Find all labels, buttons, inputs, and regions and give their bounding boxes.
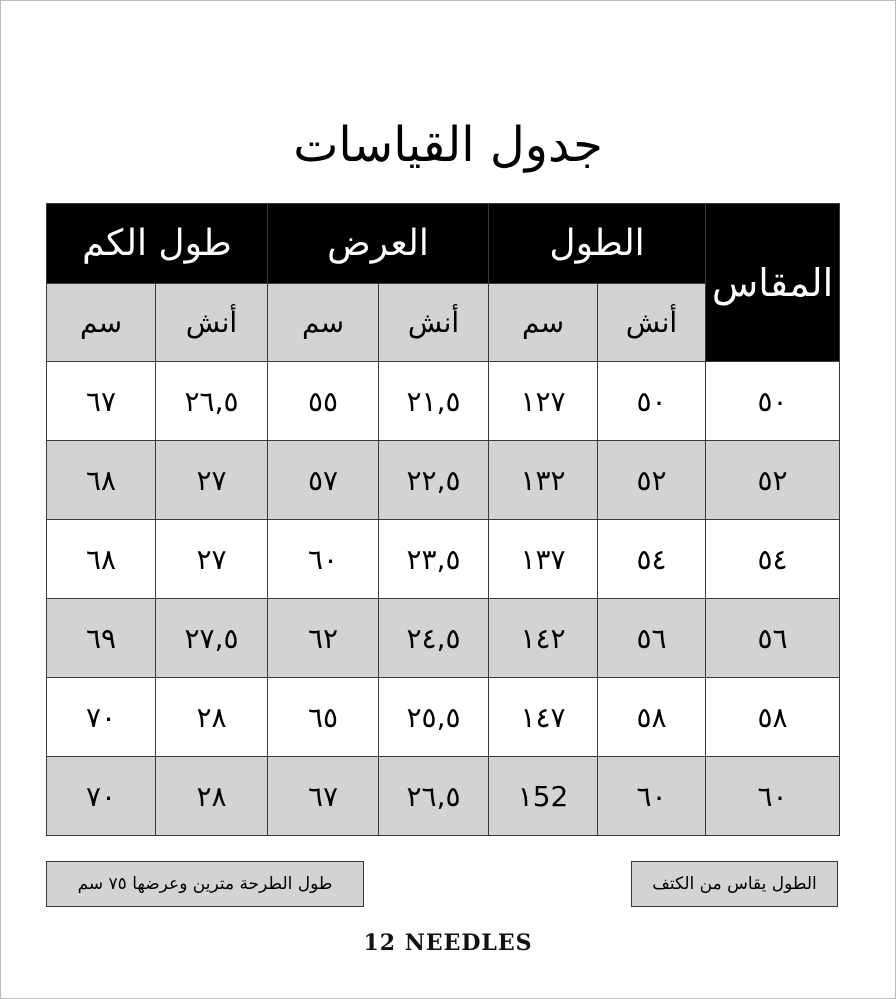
sleeve-cm-cell: ٧٠ [47, 757, 156, 836]
length-cm-cell: ١٣٧ [489, 520, 598, 599]
size-cell: ٦٠ [706, 757, 840, 836]
width-inch-cell: ٢٢,٥ [379, 441, 489, 520]
width-cm-cell: ٦٧ [268, 757, 379, 836]
size-chart-table [46, 203, 840, 836]
sleeve-inch-cell: ٢٧ [156, 520, 268, 599]
width-cm-header: سم [268, 284, 379, 362]
sleeve-length-group-header: طول الكم [47, 204, 268, 284]
length-cm-cell: ١٤٢ [489, 599, 598, 678]
length-cm-cell: ١52 [489, 757, 598, 836]
length-cm-cell: ١٣٢ [489, 441, 598, 520]
sleeve-cm-header: سم [47, 284, 156, 362]
sleeve-inch-header: أنش [156, 284, 268, 362]
sleeve-cm-cell: ٦٩ [47, 599, 156, 678]
length-inch-cell: ٥٠ [598, 362, 706, 441]
table-row [47, 757, 840, 836]
sleeve-cm-cell: ٦٨ [47, 520, 156, 599]
sleeve-inch-cell: ٢٧,٥ [156, 599, 268, 678]
length-measurement-note: الطول يقاس من الكتف [631, 861, 838, 907]
sleeve-cm-cell: ٦٧ [47, 362, 156, 441]
width-cm-cell: ٥٥ [268, 362, 379, 441]
sleeve-inch-cell: ٢٨ [156, 678, 268, 757]
sleeve-inch-cell: ٢٧ [156, 441, 268, 520]
sleeve-inch-cell: ٢٨ [156, 757, 268, 836]
brand-logo: 12 NEEDLES [363, 930, 533, 956]
width-cm-cell: ٦٥ [268, 678, 379, 757]
size-cell: ٥٦ [706, 599, 840, 678]
width-inch-cell: ٢٣,٥ [379, 520, 489, 599]
sleeve-cm-cell: ٦٨ [47, 441, 156, 520]
length-group-header: الطول [489, 204, 706, 284]
length-cm-header: سم [489, 284, 598, 362]
length-cm-cell: ١٤٧ [489, 678, 598, 757]
table-row [47, 441, 840, 520]
sleeve-cm-cell: ٧٠ [47, 678, 156, 757]
length-inch-cell: ٥٢ [598, 441, 706, 520]
width-inch-cell: ٢٤,٥ [379, 599, 489, 678]
table-row [47, 520, 840, 599]
length-inch-cell: ٥٦ [598, 599, 706, 678]
length-inch-cell: ٦٠ [598, 757, 706, 836]
table-row [47, 362, 840, 441]
size-column-header: المقاس [706, 204, 840, 362]
width-inch-cell: ٢١,٥ [379, 362, 489, 441]
length-inch-cell: ٥٤ [598, 520, 706, 599]
scarf-dimensions-note: طول الطرحة مترين وعرضها ٧٥ سم [46, 861, 364, 907]
width-cm-cell: ٦٠ [268, 520, 379, 599]
width-inch-cell: ٢٦,٥ [379, 757, 489, 836]
width-inch-header: أنش [379, 284, 489, 362]
size-cell: ٥٢ [706, 441, 840, 520]
length-inch-cell: ٥٨ [598, 678, 706, 757]
size-cell: ٥٤ [706, 520, 840, 599]
table-row [47, 678, 840, 757]
width-cm-cell: ٦٢ [268, 599, 379, 678]
table-row [47, 599, 840, 678]
length-inch-header: أنش [598, 284, 706, 362]
width-inch-cell: ٢٥,٥ [379, 678, 489, 757]
page-title: جدول القياسات [293, 117, 603, 173]
sleeve-inch-cell: ٢٦,٥ [156, 362, 268, 441]
width-group-header: العرض [268, 204, 489, 284]
size-cell: ٥٨ [706, 678, 840, 757]
width-cm-cell: ٥٧ [268, 441, 379, 520]
length-cm-cell: ١٢٧ [489, 362, 598, 441]
size-cell: ٥٠ [706, 362, 840, 441]
